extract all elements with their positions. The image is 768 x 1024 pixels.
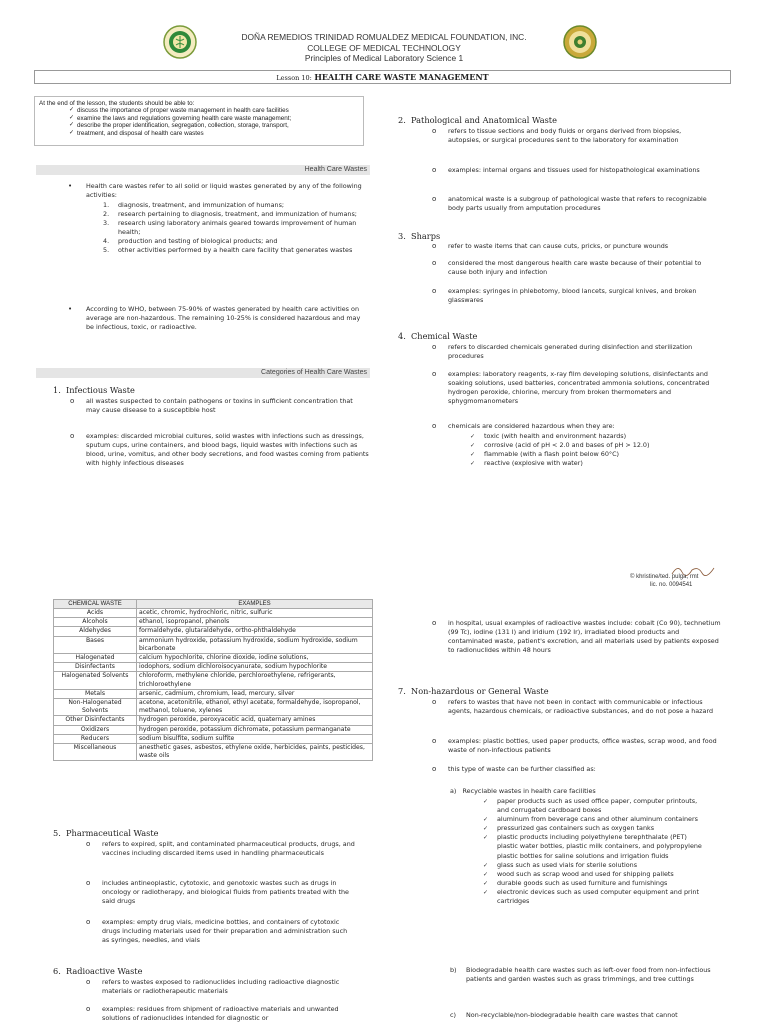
- table-cell: Non-Halogenated Solvents: [54, 699, 137, 716]
- hcw-activity-item: [103, 237, 365, 246]
- section-title: Sharps: [411, 231, 441, 241]
- sharps-item: [432, 259, 712, 277]
- header-college: COLLEGE OF MEDICAL TECHNOLOGY: [307, 43, 461, 53]
- item-number: 1.: [103, 201, 110, 209]
- item-text: corrosive (acid of pH < 2.0 and bases of pH > 12.0): [484, 441, 650, 450]
- item-text: wood such as scrap wood and used for shipping pallets: [497, 869, 674, 878]
- infectious-item: [70, 397, 360, 415]
- recyclable-item: [483, 833, 708, 860]
- item-text: examples: discarded microbial cultures, solid wastes with infections such as dressings, sputum cups, urine containers, and blood bags, liquid wastes with infections such as blood, urine, vomitus, and other body secretions, and food wastes coming from patients with highly infectious diseases: [86, 432, 369, 468]
- objective-item: ✓ examine the laws and regulations governing health care waste management;: [77, 115, 359, 122]
- hazard-item: [470, 459, 720, 468]
- recyclable-item: [483, 797, 708, 815]
- section-number: 7.: [398, 686, 406, 696]
- circle-bullet-icon: o: [432, 765, 437, 773]
- header-course: Principles of Medical Laboratory Science 1: [304, 53, 464, 63]
- lesson-topic: HEALTH CARE WASTE MANAGEMENT: [314, 72, 489, 82]
- section-pathological-title: [398, 115, 557, 125]
- item-text: this type of waste can be further classified as:: [448, 765, 596, 773]
- health-care-wastes-bar: Health Care Wastes: [36, 165, 370, 175]
- pathological-item: [432, 127, 712, 145]
- item-text: refers to discarded chemicals generated during disinfection and sterilization procedures: [448, 343, 693, 361]
- section-sharps-title: [398, 231, 440, 241]
- table-cell: calcium hypochlorite, chlorine dioxide, iodine solutions,: [137, 654, 373, 663]
- lesson-number: Lesson 10:: [276, 74, 312, 82]
- circle-bullet-icon: o: [432, 259, 437, 267]
- item-text: Recyclable wastes in health care facilities: [462, 787, 596, 795]
- section-number: 4.: [398, 331, 406, 341]
- section-number: 3.: [398, 231, 406, 241]
- recyclable-item: [483, 870, 708, 879]
- item-text: plastic products including polyethylene terephthalate (PET) plastic water bottles, plastic milk containers, and polypropylene plastic bottles for saline solutions and irrigation fluids: [497, 833, 702, 860]
- circle-bullet-icon: o: [432, 343, 437, 351]
- circle-bullet-icon: o: [432, 698, 437, 706]
- header-institution: DOÑA REMEDIOS TRINIDAD ROMUALDEZ MEDICAL FOUNDATION, INC.: [241, 32, 527, 42]
- recyclable-heading: [450, 787, 720, 796]
- check-icon: ✓: [483, 870, 489, 878]
- signature-block: [630, 574, 740, 589]
- check-icon: ✓: [483, 825, 489, 833]
- item-number: 2.: [103, 210, 110, 219]
- item-text: chemicals are considered hazardous when they are:: [448, 422, 615, 430]
- item-text: flammable (with a flash point below 60°C): [484, 450, 620, 459]
- sharps-item: [432, 287, 712, 305]
- item-text: refer to waste items that can cause cuts, pricks, or puncture wounds: [448, 242, 669, 250]
- hcw-activity-item: [103, 219, 365, 237]
- table-row: [54, 618, 373, 627]
- check-icon: ✓: [470, 433, 476, 440]
- table-header-cell: EXAMPLES: [137, 600, 373, 609]
- table-cell: Disinfectants: [54, 663, 137, 672]
- table-row: [54, 627, 373, 636]
- item-text: considered the most dangerous health care waste because of their potential to cause both injury and infection: [448, 259, 702, 277]
- check-icon: ✓: [483, 879, 489, 887]
- section-title: Radioactive Waste: [66, 966, 143, 976]
- section-number: 5.: [53, 828, 61, 838]
- chemical-waste-table: [53, 599, 373, 761]
- circle-bullet-icon: o: [432, 737, 437, 745]
- item-text: includes antineoplastic, cytotoxic, and genotoxic wastes such as drugs in oncology or radiotherapy, and biological fluids from patients treated with the said drugs: [102, 879, 349, 906]
- table-cell: Oxidizers: [54, 725, 137, 734]
- table-cell: Halogenated: [54, 654, 137, 663]
- hcw-definition: [68, 182, 365, 200]
- check-icon: ✓: [470, 460, 476, 468]
- section-title: Pharmaceutical Waste: [66, 828, 159, 838]
- table-cell: anesthetic gases, asbestos, ethylene oxide, herbicides, paints, pesticides, waste oils: [137, 744, 373, 761]
- pathological-item: [432, 166, 712, 175]
- recyclable-item: [483, 824, 708, 833]
- section-number: 6.: [53, 966, 61, 976]
- nonhazardous-item: [432, 765, 722, 774]
- item-text: anatomical waste is a subgroup of pathological waste that refers to recognizable body parts usually from amputation procedures: [448, 195, 707, 213]
- item-text: production and testing of biological products; and: [118, 237, 278, 246]
- hcw-definition-text: Health care wastes refer to all solid or liquid wastes generated by any of the following activities:: [86, 182, 362, 200]
- recyclable-item: [483, 815, 708, 824]
- table-cell: Metals: [54, 689, 137, 698]
- item-text: pressurized gas containers such as oxygen tanks: [497, 824, 655, 833]
- hazard-item: [470, 450, 720, 459]
- signature-license: lic. no. 0094541: [650, 581, 693, 588]
- circle-bullet-icon: o: [70, 432, 75, 440]
- section-number: 2.: [398, 115, 406, 125]
- pharmaceutical-item: [86, 918, 356, 945]
- table-cell: formaldehyde, glutaraldehyde, ortho-phthaldehyde: [137, 627, 373, 636]
- item-text: refers to wastes exposed to radionuclides including radioactive diagnostic materials or radiotherapeutic materials: [102, 978, 340, 996]
- objectives-list: [39, 107, 359, 137]
- table-cell: Bases: [54, 636, 137, 653]
- item-text: durable goods such as used furniture and furnishings: [497, 878, 668, 887]
- objective-item-continued: ✓ treatment, and disposal of health care wastes: [77, 130, 359, 137]
- item-text: refers to wastes that have not been in contact with communicable or infectious agents, hazardous chemicals, or radioactive substances, and do not pose a hazard: [448, 698, 714, 716]
- item-text: other activities performed by a health care facility that generates wastes: [118, 246, 353, 255]
- item-number: 3.: [103, 219, 110, 228]
- pharmaceutical-item: [86, 840, 356, 858]
- item-text: in hospital, usual examples of radioactive wastes include: cobalt (Co 90), technetium (99 Tc), iodine (131 I) and iridium (192 Ir), irradiated blood products and contaminated waste, patient's excretion, and all materials used by patients exposed to radionuclides within 48 hours: [448, 619, 721, 655]
- item-letter: c): [450, 1011, 457, 1019]
- section-number: 1.: [53, 385, 61, 395]
- table-row: [54, 716, 373, 725]
- table-cell: Miscellaneous: [54, 744, 137, 761]
- item-text: examples: residues from shipment of radioactive materials and unwanted solutions of radionuclides intended for diagnostic or: [102, 1005, 339, 1023]
- signature-name: © khristine/ted. pulga, rmt: [630, 574, 699, 580]
- table-cell: Alcohols: [54, 618, 137, 627]
- item-number: 5.: [103, 246, 110, 255]
- nonhazardous-item: [432, 698, 722, 716]
- item-text: examples: laboratory reagents, x-ray film developing solutions, disinfectants and soaking solutions, used batteries, concentrated ammonia solutions, concentrated hydrogen peroxide, chlorine, mercury from broken thermometers and sphygmomanometers: [448, 370, 710, 406]
- circle-bullet-icon: o: [432, 422, 437, 430]
- chemical-item: [432, 343, 712, 361]
- section-title: Chemical Waste: [411, 331, 478, 341]
- check-icon: ✓: [483, 834, 489, 842]
- bullet-icon: •: [68, 305, 73, 313]
- table-cell: Halogenated Solvents: [54, 672, 137, 689]
- section-chemical-title: [398, 331, 477, 341]
- item-text: examples: plastic bottles, used paper products, office wastes, scrap wood, and food waste of non-infectious patients: [448, 737, 717, 755]
- radioactive-item: [86, 1005, 356, 1023]
- table-row: [54, 654, 373, 663]
- recyclable-item: [483, 861, 708, 870]
- section-title: Pathological and Anatomical Waste: [411, 115, 557, 125]
- item-text: examples: empty drug vials, medicine bottles, and containers of cytotoxic drugs including materials used for their preparation and administration such as syringes, needles, and vials: [102, 918, 348, 945]
- check-icon: ✓: [470, 451, 476, 459]
- item-text: paper products such as used office paper, computer printouts, and corrugated cardboard boxes: [497, 797, 698, 815]
- item-text: toxic (with health and environment hazards): [484, 432, 627, 440]
- table-cell: sodium bisulfite, sodium sulfite: [137, 734, 373, 743]
- item-text: research pertaining to diagnosis, treatment, and immunization of humans;: [118, 210, 357, 219]
- section-radioactive-title: [53, 966, 142, 976]
- check-icon: ✓: [483, 888, 489, 896]
- table-cell: Aldehydes: [54, 627, 137, 636]
- biodegradable-item: [450, 966, 720, 984]
- objective-item: ✓ discuss the importance of proper waste management in health care facilities: [77, 107, 359, 114]
- item-text: Biodegradable health care wastes such as left-over food from non-infectious patients and garden wastes such as grass trimmings, and tree cuttings: [466, 966, 711, 984]
- circle-bullet-icon: o: [432, 242, 437, 250]
- hcw-activity-item: [103, 246, 365, 255]
- circle-bullet-icon: o: [432, 195, 437, 203]
- table-row: [54, 636, 373, 653]
- chemical-waste-table-wrap: [53, 599, 373, 761]
- who-statistic-text: According to WHO, between 75-90% of wastes generated by health care activities on average are non-hazardous. The remaining 10-25% is considered hazardous and may be infectious, toxic, or radioactive.: [86, 305, 361, 332]
- table-header-row: [54, 600, 373, 609]
- table-cell: hydrogen peroxide, peroxyacetic acid, quaternary amines: [137, 716, 373, 725]
- item-text: examples: internal organs and tissues used for histopathological examinations: [448, 166, 700, 174]
- section-title: Non-hazardous or General Waste: [411, 686, 549, 696]
- infectious-item: [70, 432, 370, 468]
- section-pharmaceutical-title: [53, 828, 158, 838]
- item-text: research using laboratory animals geared towards improvement of human health;: [118, 219, 357, 237]
- circle-bullet-icon: o: [86, 978, 91, 986]
- sharps-item: [432, 242, 712, 251]
- item-text: all wastes suspected to contain pathogens or toxins in sufficient concentration that may cause disease to a susceptible host: [86, 397, 353, 415]
- table-cell: chloroform, methylene chloride, perchloroethylene, refrigerants, trichloroethylene: [137, 672, 373, 689]
- item-text: refers to tissue sections and body fluids or organs derived from biopsies, autopsies, or surgical procedures sent to the laboratory for examination: [448, 127, 682, 145]
- objectives-box: [34, 96, 364, 146]
- table-cell: Reducers: [54, 734, 137, 743]
- recyclable-item: [483, 888, 708, 906]
- table-header-cell: CHEMICAL WASTE: [54, 600, 137, 609]
- table-row: [54, 734, 373, 743]
- table-cell: Other Disinfectants: [54, 716, 137, 725]
- circle-bullet-icon: o: [86, 840, 91, 848]
- categories-bar: Categories of Health Care Wastes: [36, 368, 370, 378]
- table-row: [54, 725, 373, 734]
- hcw-activity-item: [103, 201, 365, 210]
- section-title: Infectious Waste: [66, 385, 135, 395]
- bullet-icon: •: [68, 182, 73, 190]
- chemical-item: [432, 370, 712, 406]
- table-cell: ethanol, isopropanol, phenols: [137, 618, 373, 627]
- item-letter: a): [450, 787, 457, 795]
- circle-bullet-icon: o: [86, 918, 91, 926]
- objectives-intro: At the end of the lesson, the students should be able to:: [39, 100, 195, 107]
- item-text: glass such as used vials for sterile solutions: [497, 860, 638, 869]
- table-row: [54, 689, 373, 698]
- section-infectious-title: [53, 385, 135, 395]
- hazard-item: [470, 441, 720, 450]
- table-row: [54, 699, 373, 716]
- hazard-item: [470, 432, 720, 441]
- section-nonhazardous-title: [398, 686, 549, 696]
- radioactive-item-continued: [432, 619, 722, 655]
- item-number: 4.: [103, 237, 110, 246]
- table-row: [54, 672, 373, 689]
- item-text: diagnosis, treatment, and immunization of humans;: [118, 201, 285, 209]
- table-cell: iodophors, sodium dichloroisocyanurate, sodium hypochlorite: [137, 663, 373, 672]
- pathological-item: [432, 195, 712, 213]
- check-icon: ✓: [483, 798, 489, 805]
- circle-bullet-icon: o: [432, 619, 437, 627]
- check-icon: ✓: [470, 442, 476, 450]
- item-text: aluminum from beverage cans and other aluminum containers: [497, 815, 698, 824]
- chemical-hazard-list: [470, 432, 720, 468]
- chemical-item: [432, 422, 712, 431]
- item-letter: b): [450, 966, 457, 974]
- table-cell: arsenic, cadmium, chromium, lead, mercury, silver: [137, 689, 373, 698]
- circle-bullet-icon: o: [86, 1005, 91, 1013]
- circle-bullet-icon: o: [432, 166, 437, 174]
- item-text: refers to expired, spilt, and contaminated pharmaceutical products, drugs, and vaccines including discarded items used in handling pharmaceuticals: [102, 840, 355, 858]
- recyclable-list: [483, 797, 708, 906]
- check-icon: ✓: [483, 816, 489, 824]
- item-text: electronic devices such as used computer equipment and print cartridges: [497, 887, 699, 906]
- circle-bullet-icon: o: [86, 879, 91, 887]
- objective-item: ✓ describe the proper identification, segregation, collection, storage, transport,: [77, 122, 359, 129]
- item-text: Non-recyclable/non-biodegradable health care wastes that cannot: [466, 1011, 678, 1019]
- circle-bullet-icon: o: [432, 127, 437, 135]
- hcw-activity-list: [103, 201, 365, 256]
- recyclable-item: [483, 879, 708, 888]
- item-text: examples: syringes in phlebotomy, blood lancets, surgical knives, and broken glasswares: [448, 287, 697, 305]
- nonhazardous-item: [432, 737, 722, 755]
- lesson-title-box: [34, 70, 731, 84]
- table-cell: acetone, acetonitrile, ethanol, ethyl acetate, formaldehyde, isopropanol, methanol, toluene, xylenes: [137, 699, 373, 716]
- radioactive-item: [86, 978, 356, 996]
- table-cell: hydrogen peroxide, potassium dichromate, potassium permanganate: [137, 725, 373, 734]
- circle-bullet-icon: o: [70, 397, 75, 405]
- table-cell: Acids: [54, 609, 137, 618]
- circle-bullet-icon: o: [432, 287, 437, 295]
- check-icon: ✓: [483, 861, 489, 869]
- table-row: [54, 744, 373, 761]
- table-cell: acetic, chromic, hydrochloric, nitric, sulfuric: [137, 609, 373, 618]
- circle-bullet-icon: o: [432, 370, 437, 378]
- table-row: [54, 663, 373, 672]
- table-row: [54, 609, 373, 618]
- nonrecyclable-item: [450, 1011, 720, 1020]
- item-text: reactive (explosive with water): [484, 459, 583, 468]
- table-cell: ammonium hydroxide, potassium hydroxide, sodium hydroxide, sodium bicarbonate: [137, 636, 373, 653]
- pharmaceutical-item: [86, 879, 356, 906]
- who-statistic: [68, 305, 365, 332]
- hcw-activity-item: [103, 210, 365, 219]
